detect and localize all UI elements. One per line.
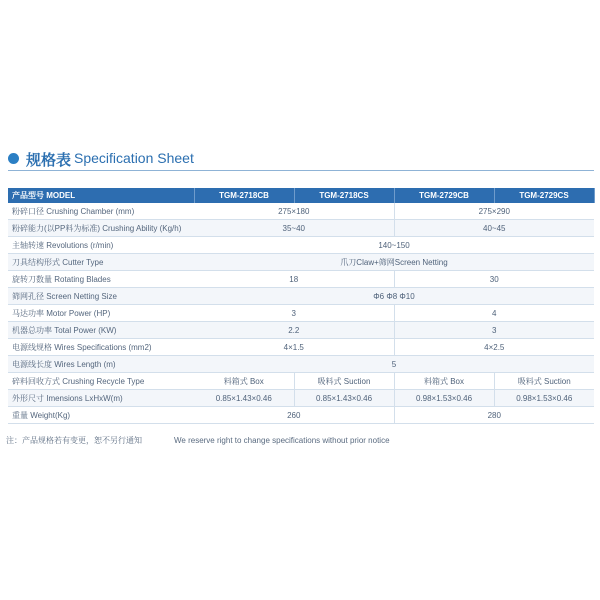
row-crushing-chamber xyxy=(8,203,594,220)
table-cell: 爪刀Claw+筛网Screen Netting xyxy=(194,254,594,271)
row-label: 刀具结构形式 Cutter Type xyxy=(8,254,194,271)
table-cell: 料箱式 Box xyxy=(394,373,494,390)
row-rotating-blades xyxy=(8,271,594,288)
table-cell: 0.98×1.53×0.46 xyxy=(494,390,594,407)
table-cell: 275×180 xyxy=(194,203,394,220)
row-screen-netting-size xyxy=(8,288,594,305)
title-chinese: 规格表 xyxy=(26,151,72,169)
footer-note-english: We reserve right to change specifications without prior notice xyxy=(174,436,390,445)
title-english: Specification Sheet xyxy=(74,150,194,166)
table-cell: 4×2.5 xyxy=(394,339,594,356)
row-total-power xyxy=(8,322,594,339)
spec-sheet-header xyxy=(8,146,594,172)
row-crushing-recycle-type xyxy=(8,373,594,390)
table-cell: Φ6 Φ8 Φ10 xyxy=(194,288,594,305)
header-divider xyxy=(8,170,594,171)
column-header-tgm-2729cs: TGM-2729CS xyxy=(494,188,594,203)
column-header-tgm-2718cb: TGM-2718CB xyxy=(194,188,294,203)
table-cell: 18 xyxy=(194,271,394,288)
footer-note-chinese: 注：产品规格若有变更，恕不另行通知 xyxy=(6,436,142,445)
specification-table xyxy=(8,188,595,424)
row-revolutions xyxy=(8,237,594,254)
row-label: 电源线规格 Wires Specifications (mm2) xyxy=(8,339,194,356)
table-cell: 275×290 xyxy=(394,203,594,220)
row-label: 粉碎口径 Crushing Chamber (mm) xyxy=(8,203,194,220)
row-label: 马达功率 Motor Power (HP) xyxy=(8,305,194,322)
table-header-row xyxy=(8,188,594,203)
table-cell: 30 xyxy=(394,271,594,288)
row-label: 旋转刀数量 Rotating Blades xyxy=(8,271,194,288)
row-label: 重量 Weight(Kg) xyxy=(8,407,194,424)
row-cutter-type xyxy=(8,254,594,271)
column-header-model: 产品型号 MODEL xyxy=(8,188,194,203)
row-dimensions xyxy=(8,390,594,407)
bullet-icon xyxy=(8,153,19,164)
table-cell: 吸料式 Suction xyxy=(494,373,594,390)
table-cell: 35~40 xyxy=(194,220,394,237)
table-cell: 260 xyxy=(194,407,394,424)
table-cell: 2.2 xyxy=(194,322,394,339)
row-label: 外形尺寸 Imensions LxHxW(m) xyxy=(8,390,194,407)
column-header-tgm-2718cs: TGM-2718CS xyxy=(294,188,394,203)
row-label: 机器总功率 Total Power (KW) xyxy=(8,322,194,339)
row-crushing-ability xyxy=(8,220,594,237)
row-motor-power xyxy=(8,305,594,322)
table-cell: 0.85×1.43×0.46 xyxy=(294,390,394,407)
table-cell: 3 xyxy=(394,322,594,339)
table-cell: 吸料式 Suction xyxy=(294,373,394,390)
footer-note xyxy=(6,435,390,446)
table-cell: 5 xyxy=(194,356,594,373)
row-label: 电源线长度 Wires Length (m) xyxy=(8,356,194,373)
row-label: 筛网孔径 Screen Netting Size xyxy=(8,288,194,305)
table-cell: 料箱式 Box xyxy=(194,373,294,390)
table-cell: 40~45 xyxy=(394,220,594,237)
table-cell: 4×1.5 xyxy=(194,339,394,356)
row-weight xyxy=(8,407,594,424)
table-cell: 4 xyxy=(394,305,594,322)
row-label: 粉碎能力(以PP料为标准) Crushing Ability (Kg/h) xyxy=(8,220,194,237)
row-wires-length xyxy=(8,356,594,373)
table-cell: 140~150 xyxy=(194,237,594,254)
column-header-tgm-2729cb: TGM-2729CB xyxy=(394,188,494,203)
row-label: 碎料回收方式 Crushing Recycle Type xyxy=(8,373,194,390)
table-cell: 280 xyxy=(394,407,594,424)
table-cell: 3 xyxy=(194,305,394,322)
table-cell: 0.85×1.43×0.46 xyxy=(194,390,294,407)
table-cell: 0.98×1.53×0.46 xyxy=(394,390,494,407)
row-label: 主轴转速 Revolutions (r/min) xyxy=(8,237,194,254)
row-wires-specifications xyxy=(8,339,594,356)
